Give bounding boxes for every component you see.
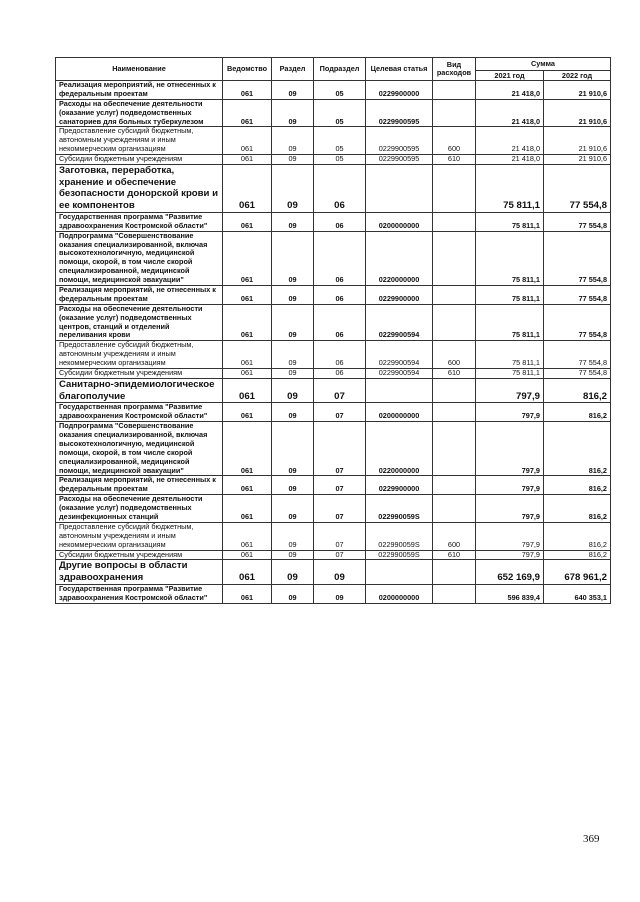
cell-pod: 06 [314,285,366,304]
cell-vr [433,81,476,100]
cell-s2021: 75 811,1 [476,368,544,378]
cell-ved: 061 [223,81,272,100]
cell-s2022: 77 554,8 [544,165,611,213]
table-row [56,476,611,495]
cell-cs: 0220000000 [366,231,433,285]
cell-cs: 0200000000 [366,403,433,422]
cell-cs [366,378,433,402]
header-vedomstvo: Ведомство [223,58,272,81]
header-year-2022: 2022 год [544,71,611,81]
header-year-2021: 2021 год [476,71,544,81]
cell-name: Реализация мероприятий, не отнесенных к федеральным проектам [56,476,223,495]
table-row [56,231,611,285]
cell-cs: 0229900594 [366,341,433,369]
cell-ved: 061 [223,378,272,402]
cell-ved: 061 [223,127,272,155]
cell-s2021: 21 418,0 [476,81,544,100]
cell-name: Расходы на обеспечение деятельности (оказание услуг) подведомственных центров, станций и отделений переливания крови [56,304,223,341]
cell-vr: 610 [433,550,476,560]
cell-vr [433,165,476,213]
cell-vr [433,304,476,341]
cell-vr: 600 [433,127,476,155]
cell-s2021: 75 811,1 [476,231,544,285]
cell-s2022: 816,2 [544,403,611,422]
cell-s2021: 21 418,0 [476,127,544,155]
cell-s2021: 75 811,1 [476,212,544,231]
cell-ved: 061 [223,99,272,127]
cell-pod: 05 [314,99,366,127]
cell-name: Реализация мероприятий, не отнесенных к федеральным проектам [56,285,223,304]
table-row [56,127,611,155]
table-row [56,99,611,127]
cell-s2021: 21 418,0 [476,99,544,127]
cell-s2021: 75 811,1 [476,285,544,304]
cell-raz: 09 [272,550,314,560]
cell-pod: 07 [314,403,366,422]
cell-name: Подпрограмма "Совершенствование оказания специализированной, включая высокотехнологичную, медицинской помощи, скорой, в том числе скорой специализированной, медицинской помощи, медицинской эвакуации" [56,231,223,285]
cell-vr: 600 [433,341,476,369]
cell-ved: 061 [223,165,272,213]
cell-name: Субсидии бюджетным учреждениям [56,155,223,165]
header-expense-type: Вид расходов [433,58,476,81]
cell-s2022: 816,2 [544,476,611,495]
cell-vr: 610 [433,368,476,378]
cell-s2021: 596 839,4 [476,584,544,603]
cell-cs: 022990059S [366,522,433,550]
cell-ved: 061 [223,155,272,165]
cell-s2021: 797,9 [476,422,544,476]
cell-vr [433,378,476,402]
table-row [56,560,611,584]
cell-s2021: 797,9 [476,550,544,560]
table-row [56,422,611,476]
cell-ved: 061 [223,341,272,369]
cell-vr [433,231,476,285]
table-row [56,341,611,369]
cell-s2022: 21 910,6 [544,99,611,127]
cell-raz: 09 [272,522,314,550]
cell-raz: 09 [272,560,314,584]
cell-ved: 061 [223,560,272,584]
cell-name: Субсидии бюджетным учреждениям [56,368,223,378]
cell-raz: 09 [272,378,314,402]
cell-vr [433,584,476,603]
cell-s2022: 21 910,6 [544,127,611,155]
cell-s2021: 75 811,1 [476,341,544,369]
cell-ved: 061 [223,522,272,550]
cell-s2022: 640 353,1 [544,584,611,603]
table-row [56,522,611,550]
cell-vr [433,212,476,231]
cell-s2021: 797,9 [476,378,544,402]
cell-cs: 0229900594 [366,304,433,341]
cell-vr [433,476,476,495]
cell-s2022: 77 554,8 [544,231,611,285]
cell-raz: 09 [272,99,314,127]
cell-cs: 0229900000 [366,476,433,495]
cell-pod: 06 [314,212,366,231]
cell-raz: 09 [272,81,314,100]
cell-vr [433,495,476,523]
cell-ved: 061 [223,304,272,341]
cell-pod: 06 [314,368,366,378]
cell-s2022: 816,2 [544,422,611,476]
cell-cs: 0220000000 [366,422,433,476]
cell-s2021: 797,9 [476,522,544,550]
cell-ved: 061 [223,422,272,476]
cell-name: Предоставление субсидий бюджетным, автономным учреждениям и иным некоммерческим организациям [56,127,223,155]
header-target-article: Целевая статья [366,58,433,81]
cell-ved: 061 [223,403,272,422]
cell-cs: 0229900594 [366,368,433,378]
cell-name: Предоставление субсидий бюджетным, автономным учреждениям и иным некоммерческим организациям [56,341,223,369]
cell-raz: 09 [272,285,314,304]
cell-s2022: 816,2 [544,522,611,550]
cell-name: Подпрограмма "Совершенствование оказания специализированной, включая высокотехнологичную, медицинской помощи, скорой, в том числе скорой специализированной, медицинской помощи, медицинской эвакуации" [56,422,223,476]
cell-pod: 07 [314,522,366,550]
cell-raz: 09 [272,127,314,155]
cell-s2022: 816,2 [544,495,611,523]
cell-cs [366,560,433,584]
cell-name: Другие вопросы в области здравоохранения [56,560,223,584]
cell-raz: 09 [272,422,314,476]
cell-pod: 05 [314,155,366,165]
cell-pod: 06 [314,341,366,369]
cell-s2022: 21 910,6 [544,81,611,100]
cell-cs: 0229900595 [366,127,433,155]
table-row [56,495,611,523]
cell-raz: 09 [272,212,314,231]
header-razdel: Раздел [272,58,314,81]
cell-raz: 09 [272,403,314,422]
cell-pod: 06 [314,304,366,341]
cell-vr [433,99,476,127]
cell-name: Расходы на обеспечение деятельности (оказание услуг) подведомственных санаториев для больных туберкулезом [56,99,223,127]
header-sum: Сумма [476,58,611,71]
cell-name: Государственная программа "Развитие здравоохранения Костромской области" [56,403,223,422]
table-row [56,212,611,231]
cell-pod: 06 [314,165,366,213]
cell-s2022: 21 910,6 [544,155,611,165]
cell-ved: 061 [223,550,272,560]
cell-raz: 09 [272,231,314,285]
cell-s2021: 652 169,9 [476,560,544,584]
cell-raz: 09 [272,165,314,213]
cell-s2021: 21 418,0 [476,155,544,165]
cell-s2022: 678 961,2 [544,560,611,584]
cell-pod: 05 [314,81,366,100]
cell-s2022: 77 554,8 [544,285,611,304]
cell-pod: 07 [314,550,366,560]
cell-ved: 061 [223,495,272,523]
cell-vr: 610 [433,155,476,165]
cell-raz: 09 [272,476,314,495]
cell-raz: 09 [272,155,314,165]
cell-s2021: 797,9 [476,476,544,495]
page-number: 369 [583,833,600,845]
cell-cs: 0200000000 [366,584,433,603]
cell-s2022: 77 554,8 [544,341,611,369]
cell-cs: 0229900595 [366,155,433,165]
cell-cs: 0229900595 [366,99,433,127]
cell-s2022: 77 554,8 [544,304,611,341]
table-body [56,81,611,604]
cell-raz: 09 [272,341,314,369]
cell-s2022: 816,2 [544,550,611,560]
cell-pod: 07 [314,495,366,523]
cell-pod: 09 [314,560,366,584]
table-row [56,285,611,304]
table-row [56,378,611,402]
cell-name: Государственная программа "Развитие здравоохранения Костромской области" [56,212,223,231]
table-row [56,81,611,100]
cell-raz: 09 [272,368,314,378]
cell-pod: 09 [314,584,366,603]
cell-s2021: 797,9 [476,403,544,422]
cell-s2021: 75 811,1 [476,165,544,213]
table-row [56,155,611,165]
table-row [56,368,611,378]
cell-raz: 09 [272,495,314,523]
cell-cs: 022990059S [366,550,433,560]
cell-pod: 07 [314,378,366,402]
cell-vr [433,403,476,422]
table-row [56,403,611,422]
budget-table [55,57,611,604]
cell-s2022: 77 554,8 [544,212,611,231]
cell-cs: 0229900000 [366,81,433,100]
cell-ved: 061 [223,231,272,285]
cell-cs: 0229900000 [366,285,433,304]
cell-vr: 600 [433,522,476,550]
cell-cs [366,165,433,213]
cell-vr [433,285,476,304]
cell-vr [433,560,476,584]
cell-pod: 06 [314,231,366,285]
header-name: Наименование [56,58,223,81]
header-podrazdel: Подраздел [314,58,366,81]
cell-ved: 061 [223,584,272,603]
cell-name: Реализация мероприятий, не отнесенных к федеральным проектам [56,81,223,100]
cell-raz: 09 [272,304,314,341]
cell-name: Предоставление субсидий бюджетным, автономным учреждениям и иным некоммерческим организациям [56,522,223,550]
table-row [56,304,611,341]
table-row [56,550,611,560]
cell-name: Расходы на обеспечение деятельности (оказание услуг) подведомственных дезинфекционных станций [56,495,223,523]
cell-vr [433,422,476,476]
cell-name: Субсидии бюджетным учреждениям [56,550,223,560]
cell-pod: 07 [314,422,366,476]
cell-name: Заготовка, переработка, хранение и обеспечение безопасности донорской крови и ее компонентов [56,165,223,213]
cell-name: Санитарно-эпидемиологическое благополучие [56,378,223,402]
cell-ved: 061 [223,476,272,495]
table-row [56,165,611,213]
cell-cs: 0200000000 [366,212,433,231]
cell-ved: 061 [223,285,272,304]
cell-ved: 061 [223,212,272,231]
cell-s2022: 816,2 [544,378,611,402]
cell-name: Государственная программа "Развитие здравоохранения Костромской области" [56,584,223,603]
cell-s2021: 797,9 [476,495,544,523]
cell-raz: 09 [272,584,314,603]
cell-pod: 05 [314,127,366,155]
cell-ved: 061 [223,368,272,378]
cell-s2022: 77 554,8 [544,368,611,378]
table-row [56,584,611,603]
cell-s2021: 75 811,1 [476,304,544,341]
cell-cs: 022990059S [366,495,433,523]
cell-pod: 07 [314,476,366,495]
